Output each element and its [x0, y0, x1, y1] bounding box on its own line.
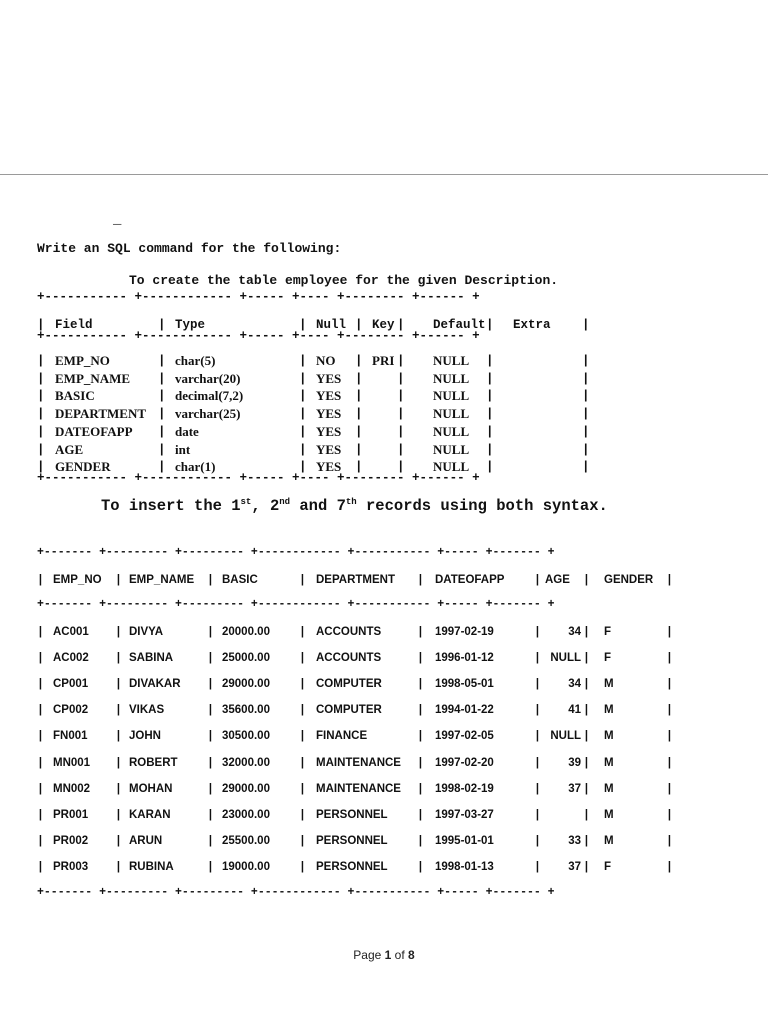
table-cell: AC001 — [53, 626, 89, 638]
column-separator: | — [37, 808, 44, 822]
column-separator: | — [355, 389, 363, 404]
column-separator: | — [207, 860, 214, 874]
column-separator: | — [417, 782, 424, 796]
table-cell: char(1) — [175, 459, 216, 475]
table-cell: int — [175, 441, 191, 457]
column-separator: | — [666, 782, 673, 796]
column-separator: | — [115, 678, 122, 692]
column-separator: | — [37, 756, 44, 770]
column-separator: | — [115, 730, 122, 744]
column-separator: | — [666, 730, 673, 744]
column-separator: | — [582, 442, 590, 457]
column-separator: | — [207, 730, 214, 744]
table-cell: NULL — [433, 459, 470, 475]
column-separator: | — [37, 389, 45, 404]
page-footer: Page 1 of 8 — [353, 948, 415, 962]
column-separator: | — [158, 389, 166, 404]
table-cell: KARAN — [129, 808, 171, 821]
column-separator: | — [583, 860, 590, 874]
column-header: Field — [55, 318, 93, 332]
table-cell: VIKAS — [129, 704, 165, 717]
table-cell: 23000.00 — [222, 808, 270, 821]
column-separator: | — [115, 652, 122, 666]
task-insert-records: To insert the 1st, 2nd and 7th records using both syntax. — [101, 497, 608, 516]
table-cell: COMPUTER — [316, 678, 382, 691]
column-separator: | — [158, 424, 166, 439]
column-separator: | — [299, 808, 306, 822]
column-separator: | — [37, 782, 44, 796]
table-cell: JOHN — [129, 730, 161, 743]
column-separator: | — [583, 574, 590, 587]
column-separator: | — [486, 389, 494, 404]
column-header: AGE — [545, 574, 570, 586]
column-separator: | — [355, 460, 363, 475]
table-cell: PR003 — [53, 860, 89, 873]
table-cell: 39 — [568, 756, 581, 769]
table-cell: varchar(20) — [175, 370, 241, 386]
column-separator: | — [37, 652, 44, 666]
table-cell: 1997-02-19 — [435, 626, 494, 638]
table-border-line: +----------- +------------ +----- +---- +-------- +------ + — [37, 290, 480, 304]
column-separator: | — [397, 407, 405, 422]
column-separator: | — [355, 424, 363, 439]
column-separator: | — [115, 860, 122, 874]
table-cell: NULL — [550, 730, 581, 743]
column-separator: | — [582, 407, 590, 422]
column-separator: | — [115, 782, 122, 796]
column-separator: | — [666, 626, 673, 639]
column-separator: | — [534, 756, 541, 770]
table-cell: F — [604, 626, 612, 638]
table-cell: DIVYA — [129, 626, 164, 638]
table-cell: NULL — [433, 388, 470, 404]
table-cell: 20000.00 — [222, 626, 270, 638]
table-cell: PR002 — [53, 834, 89, 847]
column-separator: | — [397, 460, 405, 475]
table-cell: varchar(25) — [175, 406, 241, 422]
table-cell: FN001 — [53, 730, 88, 743]
table-cell: 1998-01-13 — [435, 860, 494, 873]
column-separator: | — [299, 460, 307, 475]
table-cell: MOHAN — [129, 782, 173, 795]
column-separator: | — [299, 860, 306, 874]
column-separator: | — [158, 371, 166, 386]
column-separator: | — [115, 834, 122, 848]
column-separator: | — [417, 574, 424, 587]
table-cell: NULL — [433, 423, 470, 439]
column-separator: | — [583, 678, 590, 692]
table-cell: DEPARTMENT — [55, 406, 147, 422]
column-separator: | — [355, 318, 363, 332]
column-separator: | — [397, 371, 405, 386]
column-separator: | — [582, 354, 590, 368]
table-cell: M — [604, 678, 614, 691]
table-cell: CP002 — [53, 704, 89, 717]
column-separator: | — [666, 834, 673, 848]
table-cell: 30500.00 — [222, 730, 270, 743]
column-separator: | — [37, 860, 44, 874]
column-header: Type — [175, 318, 206, 332]
column-separator: | — [207, 678, 214, 692]
table-cell: SABINA — [129, 652, 174, 665]
column-separator: | — [417, 860, 424, 874]
table-cell: 32000.00 — [222, 756, 270, 769]
table-border-line: +------- +--------- +--------- +------------ +----------- +----- +------- + — [37, 546, 555, 559]
column-separator: | — [355, 407, 363, 422]
column-separator: | — [583, 626, 590, 639]
table-cell: PERSONNEL — [316, 860, 388, 873]
table-cell: NULL — [550, 652, 581, 665]
column-separator: | — [299, 834, 306, 848]
column-separator: | — [37, 678, 44, 692]
table-cell: YES — [316, 459, 342, 475]
column-separator: | — [299, 678, 306, 692]
table-cell: COMPUTER — [316, 704, 382, 717]
column-separator: | — [666, 860, 673, 874]
column-separator: | — [583, 652, 590, 666]
column-separator: | — [534, 782, 541, 796]
table-cell: M — [604, 834, 614, 847]
table-cell: EMP_NO — [55, 353, 110, 368]
column-separator: | — [666, 808, 673, 822]
column-separator: | — [37, 730, 44, 744]
column-separator: | — [299, 782, 306, 796]
table-cell: AC002 — [53, 652, 89, 665]
column-separator: | — [37, 371, 45, 386]
table-cell: YES — [316, 388, 342, 404]
column-separator: | — [158, 460, 166, 475]
column-separator: | — [37, 626, 44, 639]
question-line: Write an SQL command for the following: — [37, 241, 342, 256]
column-separator: | — [582, 389, 590, 404]
column-separator: | — [582, 371, 590, 386]
column-separator: | — [37, 407, 45, 422]
column-separator: | — [299, 354, 307, 368]
column-separator: | — [534, 626, 541, 639]
table-border-line: +----------- +------------ +----- +---- +-------- +------ + — [37, 471, 480, 485]
column-separator: | — [299, 574, 306, 587]
column-separator: | — [397, 424, 405, 439]
table-cell: AGE — [55, 441, 84, 457]
table-cell: 19000.00 — [222, 860, 270, 873]
table-cell: CP001 — [53, 678, 89, 691]
table-cell: 35600.00 — [222, 704, 270, 717]
column-header: Null — [316, 318, 347, 332]
table-cell: F — [604, 860, 612, 873]
column-separator: | — [158, 442, 166, 457]
table-cell: DIVAKAR — [129, 678, 181, 691]
table-cell: YES — [316, 441, 342, 457]
column-separator: | — [417, 652, 424, 666]
table-cell: 1996-01-12 — [435, 652, 494, 665]
column-separator: | — [583, 730, 590, 744]
column-separator: | — [582, 424, 590, 439]
column-separator: | — [666, 704, 673, 718]
column-separator: | — [583, 834, 590, 848]
column-separator: | — [417, 704, 424, 718]
column-separator: | — [417, 678, 424, 692]
column-separator: | — [397, 354, 405, 368]
table-cell: PRI — [372, 353, 395, 368]
table-cell: DATEOFAPP — [55, 423, 133, 439]
table-cell: 1995-01-01 — [435, 834, 494, 847]
column-separator: | — [666, 756, 673, 770]
column-separator: | — [666, 678, 673, 692]
table-cell: 34 — [568, 626, 581, 638]
column-separator: | — [486, 424, 494, 439]
table-cell: date — [175, 423, 199, 439]
table-cell: 34 — [568, 678, 581, 691]
column-separator: | — [207, 652, 214, 666]
table-cell: MN001 — [53, 756, 91, 769]
table-cell: MN002 — [53, 782, 91, 795]
table-cell: ROBERT — [129, 756, 178, 769]
column-separator: | — [115, 626, 122, 639]
table-cell: 41 — [568, 704, 581, 717]
column-separator: | — [299, 407, 307, 422]
column-header: DEPARTMENT — [316, 574, 396, 586]
column-header: Extra — [513, 318, 551, 332]
column-separator: | — [299, 704, 306, 718]
table-border-line: +----------- +------------ +----- +---- +-------- +------ + — [37, 329, 480, 343]
column-separator: | — [534, 834, 541, 848]
underscore-mark: _ — [113, 212, 122, 228]
table-cell: RUBINA — [129, 860, 174, 873]
column-header: EMP_NAME — [129, 574, 195, 586]
table-cell: 33 — [568, 834, 581, 847]
table-cell: MAINTENANCE — [316, 756, 401, 769]
column-separator: | — [355, 371, 363, 386]
column-separator: | — [486, 371, 494, 386]
column-separator: | — [158, 354, 166, 368]
column-separator: | — [355, 354, 363, 368]
column-separator: | — [299, 730, 306, 744]
table-cell: decimal(7,2) — [175, 388, 244, 404]
table-cell: GENDER — [55, 459, 111, 475]
column-separator: | — [534, 730, 541, 744]
table-cell: YES — [316, 370, 342, 386]
column-separator: | — [355, 442, 363, 457]
column-separator: | — [207, 782, 214, 796]
column-separator: | — [583, 756, 590, 770]
column-separator: | — [299, 442, 307, 457]
table-cell: MAINTENANCE — [316, 782, 401, 795]
column-separator: | — [583, 704, 590, 718]
column-separator: | — [534, 704, 541, 718]
column-separator: | — [37, 442, 45, 457]
table-cell: M — [604, 704, 614, 717]
column-separator: | — [582, 460, 590, 475]
column-header: Default — [433, 318, 486, 332]
column-separator: | — [583, 782, 590, 796]
column-separator: | — [37, 424, 45, 439]
column-separator: | — [299, 371, 307, 386]
column-separator: | — [299, 424, 307, 439]
table-cell: M — [604, 756, 614, 769]
table-cell: 37 — [568, 782, 581, 795]
column-separator: | — [299, 652, 306, 666]
table-border-line: +------- +--------- +--------- +------------ +----------- +----- +------- + — [37, 598, 555, 611]
table-cell: 1998-02-19 — [435, 782, 494, 795]
table-cell: 25500.00 — [222, 834, 270, 847]
table-cell: NULL — [433, 370, 470, 386]
column-separator: | — [666, 574, 673, 587]
table-cell: ACCOUNTS — [316, 652, 382, 665]
task-create-table: To create the table employee for the given Description. — [129, 273, 559, 288]
column-separator: | — [37, 354, 45, 368]
column-separator: | — [486, 442, 494, 457]
table-cell: NULL — [433, 441, 470, 457]
table-cell: F — [604, 652, 612, 665]
table-cell: FINANCE — [316, 730, 368, 743]
records-table — [37, 544, 717, 904]
table-cell: 37 — [568, 860, 581, 873]
table-cell: M — [604, 782, 614, 795]
table-cell: ARUN — [129, 834, 163, 847]
column-separator: | — [158, 318, 166, 332]
column-header: DATEOFAPP — [435, 574, 505, 586]
table-cell: 1997-02-05 — [435, 730, 494, 743]
table-cell: PERSONNEL — [316, 834, 388, 847]
column-separator: | — [207, 626, 214, 639]
table-cell: 29000.00 — [222, 678, 270, 691]
column-separator: | — [666, 652, 673, 666]
table-cell: ACCOUNTS — [316, 626, 382, 638]
column-separator: | — [207, 808, 214, 822]
column-separator: | — [486, 354, 494, 368]
column-separator: | — [486, 460, 494, 475]
table-cell: BASIC — [55, 388, 95, 404]
column-separator: | — [397, 442, 405, 457]
column-separator: | — [534, 860, 541, 874]
column-header: BASIC — [222, 574, 258, 586]
describe-table — [37, 290, 597, 488]
table-cell: 29000.00 — [222, 782, 270, 795]
table-cell: 1997-03-27 — [435, 808, 494, 821]
column-separator: | — [397, 318, 405, 332]
table-cell: YES — [316, 423, 342, 439]
table-cell: NULL — [433, 353, 470, 368]
column-separator: | — [397, 389, 405, 404]
column-header: EMP_NO — [53, 574, 102, 586]
column-separator: | — [207, 574, 214, 587]
table-cell: 1994-01-22 — [435, 704, 494, 717]
table-cell: NULL — [433, 406, 470, 422]
column-separator: | — [417, 730, 424, 744]
table-cell: M — [604, 808, 614, 821]
column-separator: | — [37, 460, 45, 475]
column-separator: | — [115, 756, 122, 770]
column-separator: | — [417, 756, 424, 770]
column-separator: | — [299, 626, 306, 639]
table-border-line: +------- +--------- +--------- +------------ +----------- +----- +------- + — [37, 886, 555, 899]
column-separator: | — [207, 704, 214, 718]
column-separator: | — [299, 756, 306, 770]
column-separator: | — [115, 808, 122, 822]
column-separator: | — [486, 407, 494, 422]
column-separator: | — [299, 318, 307, 332]
column-header: Key — [372, 318, 395, 332]
column-separator: | — [417, 626, 424, 639]
column-separator: | — [417, 808, 424, 822]
table-cell: PERSONNEL — [316, 808, 388, 821]
column-separator: | — [37, 704, 44, 718]
column-separator: | — [534, 808, 541, 822]
column-separator: | — [582, 318, 590, 332]
column-separator: | — [534, 652, 541, 666]
column-separator: | — [417, 834, 424, 848]
table-cell: char(5) — [175, 353, 216, 368]
table-cell: M — [604, 730, 614, 743]
column-separator: | — [158, 407, 166, 422]
column-separator: | — [534, 678, 541, 692]
table-cell: NO — [316, 353, 336, 368]
column-separator: | — [486, 318, 494, 332]
column-separator: | — [115, 704, 122, 718]
column-separator: | — [37, 834, 44, 848]
table-cell: 25000.00 — [222, 652, 270, 665]
table-cell: EMP_NAME — [55, 370, 131, 386]
table-cell: YES — [316, 406, 342, 422]
table-cell: 1997-02-20 — [435, 756, 494, 769]
table-cell: 1998-05-01 — [435, 678, 494, 691]
column-separator: | — [37, 574, 44, 587]
column-header: GENDER — [604, 574, 654, 586]
column-separator: | — [115, 574, 122, 587]
top-rule — [0, 174, 768, 175]
column-separator: | — [207, 756, 214, 770]
column-separator: | — [37, 318, 45, 332]
column-separator: | — [207, 834, 214, 848]
column-separator: | — [299, 389, 307, 404]
table-cell: PR001 — [53, 808, 89, 821]
column-separator: | — [534, 574, 541, 587]
column-separator: | — [583, 808, 590, 822]
